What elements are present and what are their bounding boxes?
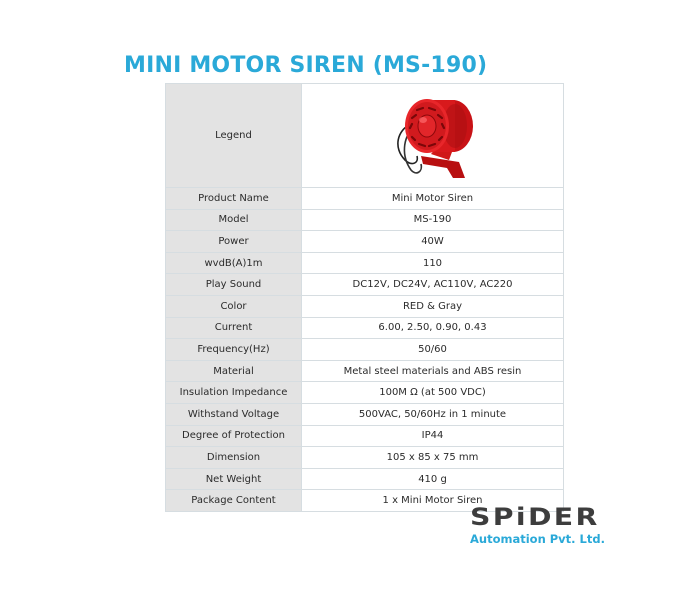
page-title: MINI MOTOR SIREN (MS-190) bbox=[124, 53, 488, 78]
spec-row bbox=[166, 231, 564, 253]
brand-tagline: Automation Pvt. Ltd. bbox=[470, 532, 605, 546]
spec-label: wvdB(A)1m bbox=[166, 252, 302, 274]
spec-label: Dimension bbox=[166, 447, 302, 469]
spec-value: MS-190 bbox=[302, 209, 564, 231]
spec-label: Color bbox=[166, 295, 302, 317]
spec-label: Withstand Voltage bbox=[166, 403, 302, 425]
spec-value: 410 g bbox=[302, 468, 564, 490]
spec-label: Degree of Protection bbox=[166, 425, 302, 447]
spec-label: Insulation Impedance bbox=[166, 382, 302, 404]
legend-label: Legend bbox=[166, 84, 302, 188]
spec-label: Frequency(Hz) bbox=[166, 339, 302, 361]
spec-label: Current bbox=[166, 317, 302, 339]
spec-row bbox=[166, 339, 564, 361]
spec-value: IP44 bbox=[302, 425, 564, 447]
legend-row bbox=[166, 84, 564, 188]
spec-table bbox=[165, 83, 564, 512]
spec-value: 1 x Mini Motor Siren bbox=[302, 490, 564, 512]
spec-label: Model bbox=[166, 209, 302, 231]
spec-value: 6.00, 2.50, 0.90, 0.43 bbox=[302, 317, 564, 339]
spec-label: Net Weight bbox=[166, 468, 302, 490]
spec-label: Power bbox=[166, 231, 302, 253]
brand-logo bbox=[470, 505, 620, 546]
siren-product-image bbox=[383, 86, 483, 186]
spec-row bbox=[166, 468, 564, 490]
spec-label: Package Content bbox=[166, 490, 302, 512]
spec-value: RED & Gray bbox=[302, 295, 564, 317]
spec-row bbox=[166, 209, 564, 231]
spec-row bbox=[166, 425, 564, 447]
spec-label: Play Sound bbox=[166, 274, 302, 296]
spec-label: Material bbox=[166, 360, 302, 382]
spec-label: Product Name bbox=[166, 188, 302, 210]
spec-row bbox=[166, 382, 564, 404]
product-image-cell bbox=[302, 84, 564, 188]
spec-row bbox=[166, 403, 564, 425]
spec-row bbox=[166, 188, 564, 210]
spec-row bbox=[166, 274, 564, 296]
spec-row bbox=[166, 252, 564, 274]
spec-value: 50/60 bbox=[302, 339, 564, 361]
spec-value: DC12V, DC24V, AC110V, AC220 bbox=[302, 274, 564, 296]
spec-row bbox=[166, 295, 564, 317]
spec-value: 105 x 85 x 75 mm bbox=[302, 447, 564, 469]
spec-row bbox=[166, 360, 564, 382]
spec-row bbox=[166, 447, 564, 469]
spec-value: 40W bbox=[302, 231, 564, 253]
brand-name: SPiDER bbox=[470, 503, 600, 531]
spec-value: 100M Ω (at 500 VDC) bbox=[302, 382, 564, 404]
spec-value: Mini Motor Siren bbox=[302, 188, 564, 210]
spec-row bbox=[166, 317, 564, 339]
spec-value: Metal steel materials and ABS resin bbox=[302, 360, 564, 382]
spec-value: 110 bbox=[302, 252, 564, 274]
spec-value: 500VAC, 50/60Hz in 1 minute bbox=[302, 403, 564, 425]
